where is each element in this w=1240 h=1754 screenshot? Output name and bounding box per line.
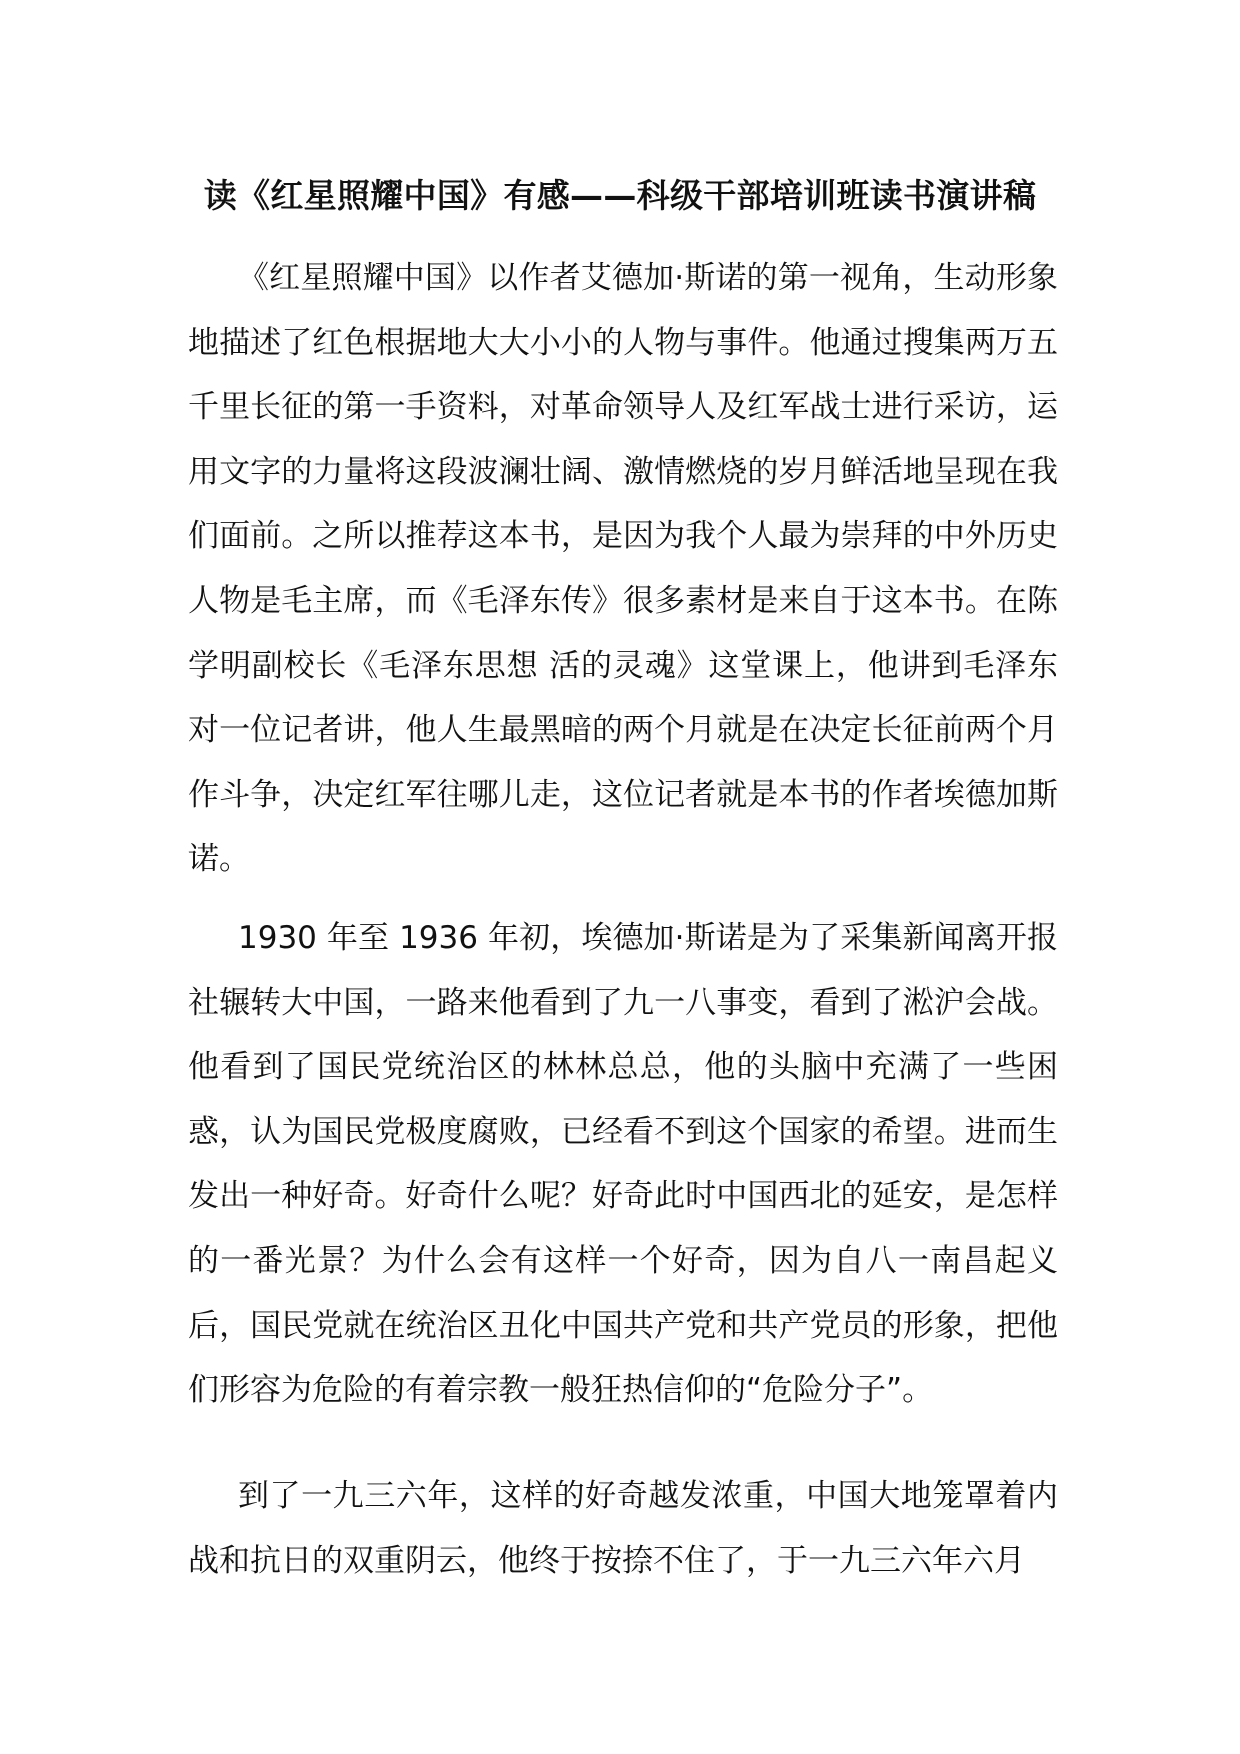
paragraph-3: 到了一九三六年，这样的好奇越发浓重，中国大地笼罩着内战和抗日的双重阴云，他终于按捺不住了，于一九三六年六月 bbox=[188, 1478, 1058, 1579]
document-title: 读《红星照耀中国》有感——科级干部培训班读书演讲稿 bbox=[203, 176, 1037, 215]
paragraph-2: 1930 年至 1936 年初，埃德加·斯诺是为了采集新闻离开报社辗转大中国，一路来他看到了九一八事变，看到了淞沪会战。他看到了国民党统治区的林林总总，他的头脑中充满了一些困惑，认为国民党极度腐败，已经看不到这个国家的希望。进而生发出一种好奇。好奇什么呢？好奇此时中国西北的延安，是怎样的一番光景？为什么会有这样一个好奇，因为自八一南昌起义后，国民党就在统治区丑化中国共产党和共产党员的形象，把他们形容为危险的有着宗教一般狂热信仰的“危险分子”。 bbox=[188, 920, 1058, 1409]
paragraph-1: 《红星照耀中国》以作者艾德加·斯诺的第一视角，生动形象地描述了红色根据地大大小小的人物与事件。他通过搜集两万五千里长征的第一手资料，对革命领导人及红军战士进行采访，运用文字的力量将这段波澜壮阔、激情燃烧的岁月鲜活地呈现在我们面前。之所以推荐这本书，是因为我个人最为崇拜的中外历史人物是毛主席，而《毛泽东传》很多素材是来自于这本书。在陈学明副校长《毛泽东思想 活的灵魂》这堂课上，他讲到毛泽东对一位记者讲，他人生最黑暗的两个月就是在决定长征前两个月作斗争，决定红军往哪儿走，这位记者就是本书的作者埃德加斯诺。 bbox=[188, 260, 1058, 878]
